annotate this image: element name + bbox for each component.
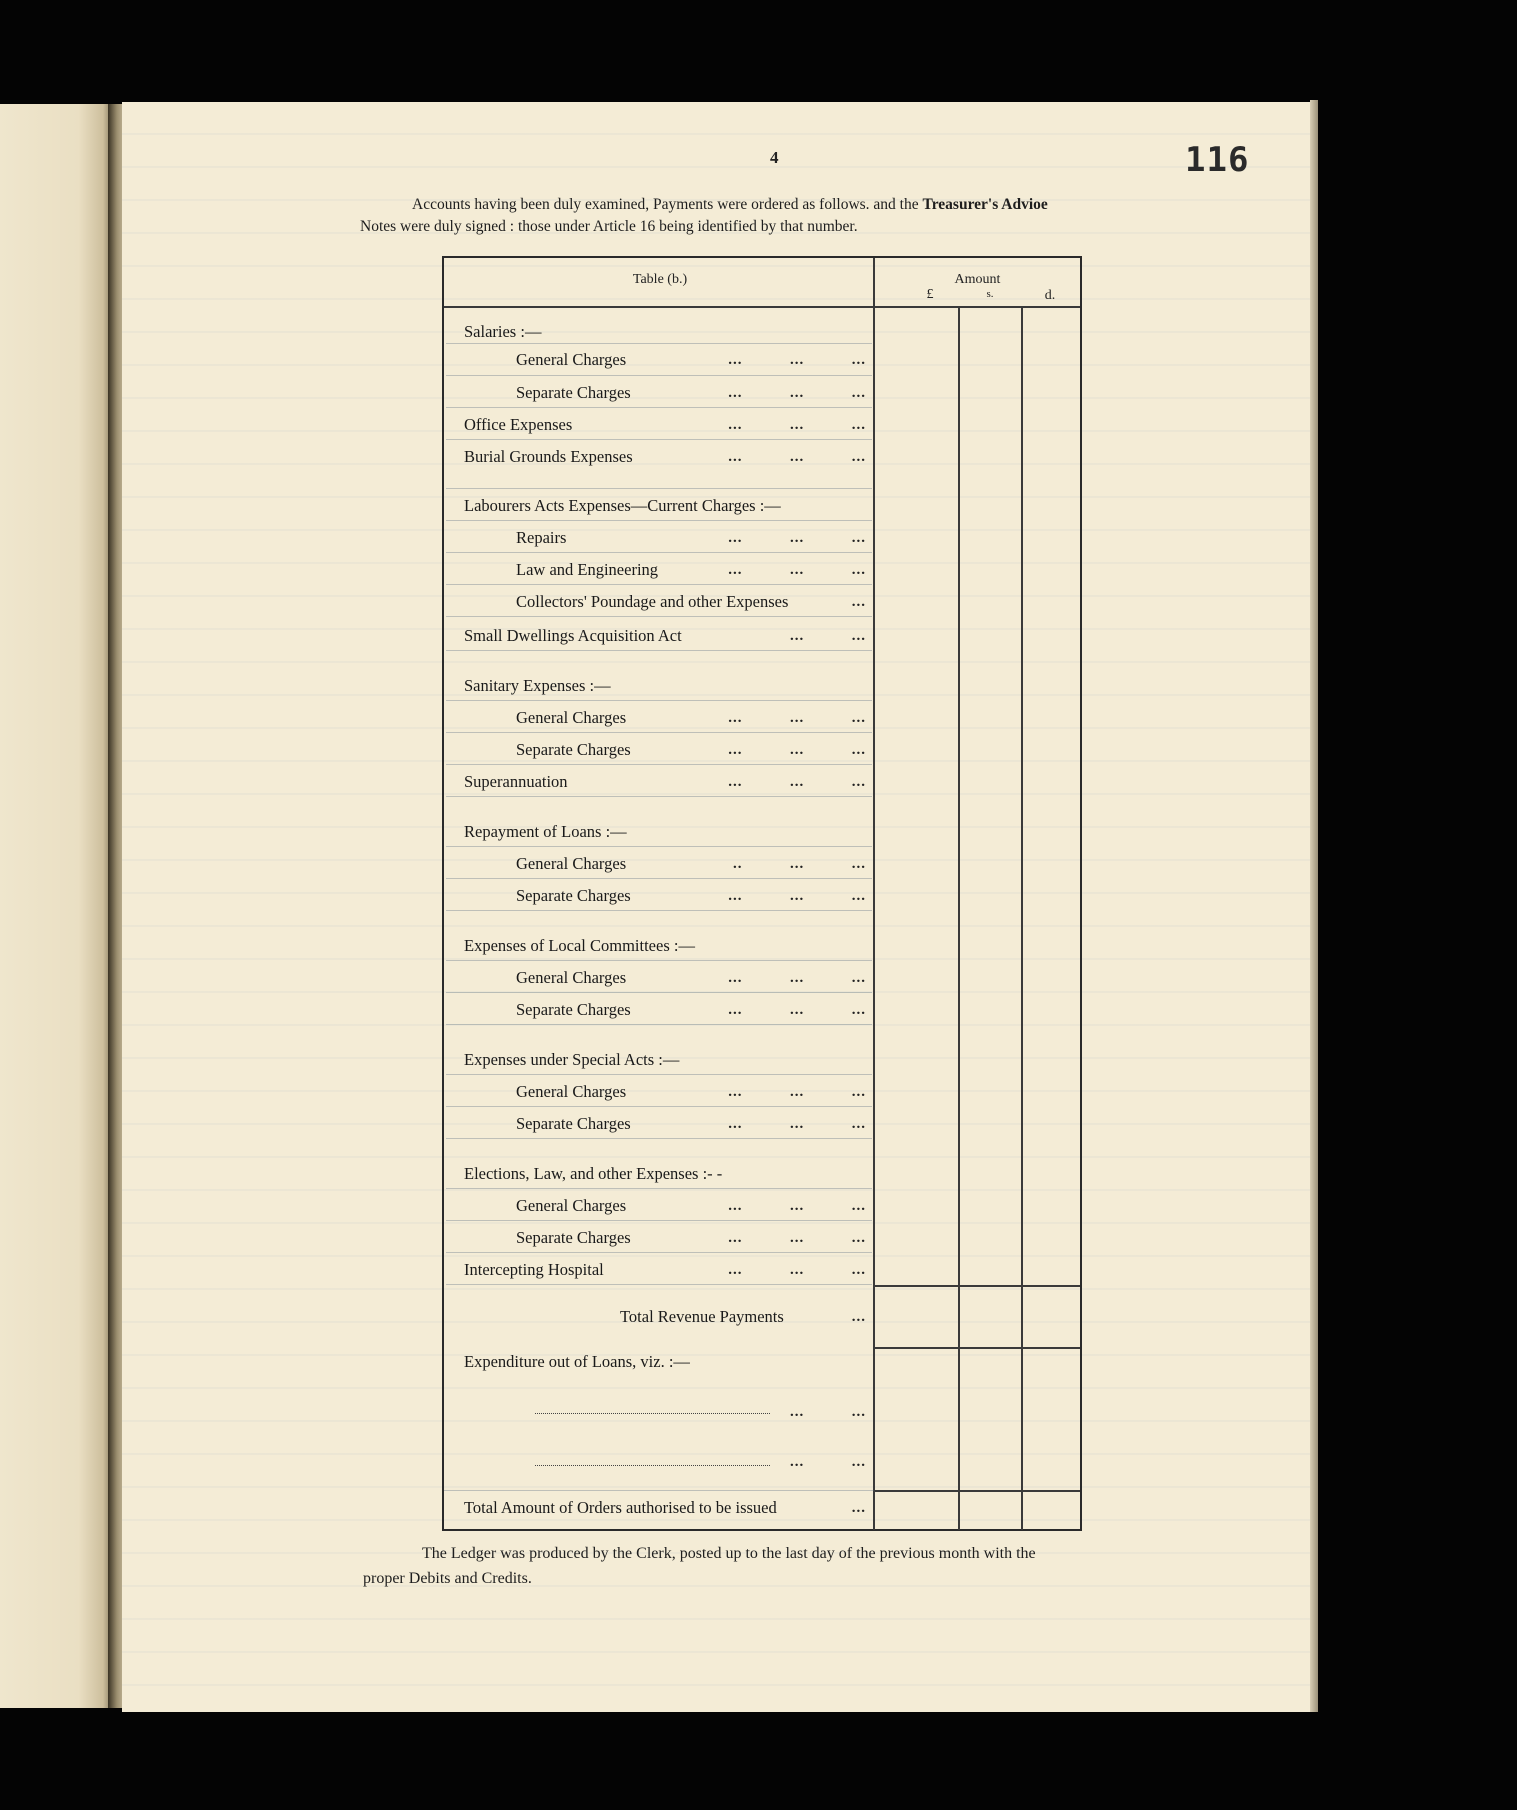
intro-bold-text: Treasurer's Advioe: [922, 196, 1048, 213]
leader-dots: ... ... ...: [728, 417, 866, 433]
leader-dots: ... ... ...: [728, 1262, 866, 1278]
row-label: Elections, Law, and other Expenses :- -: [464, 1164, 723, 1183]
row-rule: [446, 616, 872, 617]
leader-dots: ... ... ...: [728, 385, 866, 401]
leader-dots: ... ... ...: [728, 970, 866, 986]
row-label: General Charges: [516, 854, 627, 873]
row-label: Collectors' Poundage and other Expenses: [516, 592, 789, 611]
write-in-line: [535, 1464, 770, 1466]
left-page: [0, 104, 112, 1708]
leader-dots: ... ...: [790, 1454, 866, 1470]
leader-dots: ... ... ...: [728, 1002, 866, 1018]
row-rule: [446, 343, 872, 344]
leader-dots: ... ...: [790, 1404, 866, 1420]
row-rule: [446, 700, 872, 701]
write-in-line: [535, 1412, 770, 1414]
row-label: Separate Charges: [516, 383, 631, 402]
leader-dots: ... ... ...: [728, 742, 866, 758]
pence-header: d.: [1044, 288, 1056, 303]
row-label: Total Revenue Payments: [620, 1307, 784, 1326]
row-label: Expenses under Special Acts :—: [464, 1050, 680, 1069]
outro-line-2: proper Debits and Credits.: [363, 1570, 532, 1587]
row-rule: [446, 520, 872, 521]
row-label: General Charges: [516, 350, 627, 369]
leader-dots: ... ...: [790, 628, 866, 644]
row-label: Office Expenses: [464, 415, 573, 434]
leader-dots: ... ... ...: [728, 1230, 866, 1246]
page-number: 4: [770, 148, 779, 167]
folio-number: 116: [1185, 140, 1250, 180]
row-rule: [446, 1252, 872, 1253]
row-rule: [446, 375, 872, 376]
row-label: Superannuation: [464, 772, 568, 791]
leader-dots: ... ... ...: [728, 710, 866, 726]
page-edge: [1310, 100, 1318, 1712]
leader-dots: ...: [851, 594, 866, 610]
row-label: Law and Engineering: [516, 560, 659, 579]
row-rule: [446, 764, 872, 765]
row-rule: [446, 1188, 872, 1189]
row-label: Expenses of Local Committees :—: [464, 936, 695, 955]
row-label: General Charges: [516, 1082, 627, 1101]
row-rule: [446, 552, 872, 553]
row-label: Sanitary Expenses :—: [464, 676, 611, 695]
row-label: General Charges: [516, 1196, 627, 1215]
row-rule: [446, 992, 872, 993]
row-label: Separate Charges: [516, 1114, 631, 1133]
row-rule: [446, 488, 872, 489]
outro-line-1: The Ledger was produced by the Clerk, posted up to the last day of the previous month with the: [422, 1545, 1036, 1562]
leader-dots: ... ... ...: [728, 1116, 866, 1132]
row-rule: [446, 407, 872, 408]
row-rule: [446, 1138, 872, 1139]
row-label: Separate Charges: [516, 740, 631, 759]
leader-dots: ... ... ...: [728, 1084, 866, 1100]
leader-dots: ... ... ...: [728, 774, 866, 790]
row-rule: [873, 1490, 1080, 1492]
row-rule: [446, 1220, 872, 1221]
leader-dots: ... ... ...: [728, 1198, 866, 1214]
row-rule: [446, 910, 872, 911]
row-label: Burial Grounds Expenses: [464, 447, 633, 466]
row-rule: [446, 878, 872, 879]
row-label: Total Amount of Orders authorised to be issued: [464, 1498, 777, 1517]
row-label: Labourers Acts Expenses—Current Charges :—: [464, 496, 781, 515]
row-rule: [446, 584, 872, 585]
row-label: Small Dwellings Acquisition Act: [464, 626, 682, 645]
row-rule: [446, 796, 872, 797]
row-rule: [446, 439, 872, 440]
row-label: Salaries :—: [464, 322, 542, 341]
row-rule: [873, 1347, 1080, 1349]
row-rule: [446, 1074, 872, 1075]
row-label: Separate Charges: [516, 1000, 631, 1019]
leader-dots: ... ... ...: [728, 530, 866, 546]
shillings-header: s.: [986, 288, 994, 300]
amount-header: Amount: [954, 272, 1001, 287]
row-rule: [446, 1284, 872, 1285]
leader-dots: ...: [851, 1309, 866, 1325]
pounds-header: £: [926, 287, 934, 302]
row-label: General Charges: [516, 968, 627, 987]
row-label: Repayment of Loans :—: [464, 822, 627, 841]
row-rule: [873, 1285, 1080, 1287]
row-rule: [446, 960, 872, 961]
leader-dots: ... ... ...: [728, 352, 866, 368]
row-rule: [446, 1024, 872, 1025]
row-label: General Charges: [516, 708, 627, 727]
row-rule: [444, 1490, 874, 1491]
leader-dots: ... ... ...: [728, 888, 866, 904]
column-rule: [873, 258, 875, 1530]
intro-line-1: [412, 196, 1048, 214]
leader-dots: .. ... ...: [733, 856, 866, 872]
row-label: Separate Charges: [516, 1228, 631, 1247]
leader-dots: ... ... ...: [728, 449, 866, 465]
leader-dots: ... ... ...: [728, 562, 866, 578]
row-label: Repairs: [516, 528, 567, 547]
row-rule: [446, 732, 872, 733]
table-title: Table (b.): [632, 272, 688, 287]
leader-dots: ...: [851, 1500, 866, 1516]
row-rule: [444, 306, 1080, 308]
row-rule: [446, 846, 872, 847]
row-label: Intercepting Hospital: [464, 1260, 604, 1279]
intro-line-2: Notes were duly signed : those under Article 16 being identified by that number.: [360, 218, 858, 235]
row-rule: [446, 1106, 872, 1107]
row-label: Expenditure out of Loans, viz. :—: [464, 1352, 690, 1371]
row-rule: [446, 650, 872, 651]
intro-text: Accounts having been duly examined, Payments were ordered as follows. and the: [412, 196, 923, 213]
row-label: Separate Charges: [516, 886, 631, 905]
